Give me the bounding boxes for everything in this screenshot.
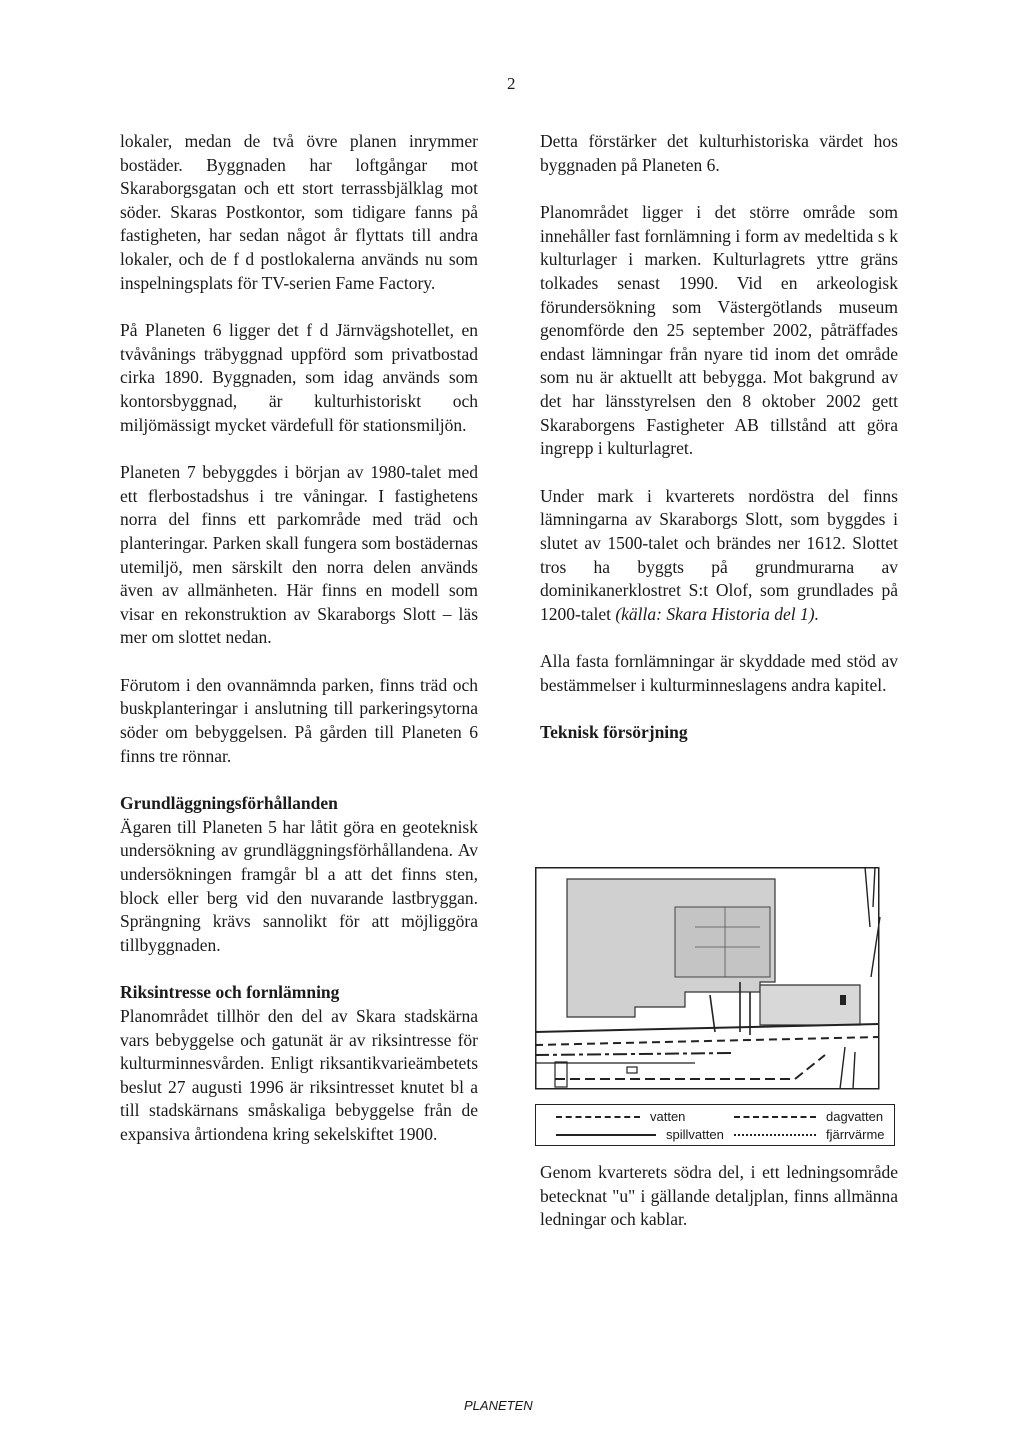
valve-marker: [840, 995, 846, 1005]
paragraph: Alla fasta fornlämningar är skyddade med stöd av bestämmelser i kulturminneslagens andra kapitel.: [540, 651, 898, 695]
vatten-swatch: [556, 1116, 640, 1118]
fjarrvarme-swatch: [734, 1134, 816, 1136]
right-column: [540, 130, 898, 745]
map-legend: [535, 1104, 895, 1146]
utility-map: [535, 867, 895, 1090]
page-number: 2: [507, 74, 516, 93]
legend-label: spillvatten: [666, 1127, 724, 1142]
section-heading: Grundläggningsförhållanden: [120, 793, 338, 814]
paragraph: Planområdet ligger i det större område som innehåller fast fornlämning i form av medeltida s k kulturlager i marken. Kulturlagrets yttre gräns tolkades senast 1990. Vid en arkeologisk förundersökning som Västergötlands museum genomförde den 25 september 2002, påträffades endast lämningar från nyare tid inom det område som nu är aktuellt att bebygga. Mot bakgrund av det har länsstyrelsen den 8 oktober 2002 gett Skaraborgens Fastigheter AB tillstånd att göra ingrepp i kulturlagret.: [540, 202, 898, 459]
source-reference: (källa: Skara Historia del 1).: [615, 603, 819, 624]
paragraph: Planeten 7 bebyggdes i början av 1980-talet med ett flerbostadshus i tre våningar. I fastighetens norra del finns ett parkområde med träd och planteringar. Parken skall fungera som bostädernas utemiljö, men särskilt den norra delen används även av allmänheten. Här finns en modell som visar en rekonstruktion av Skaraborgs Slott – läs mer om slottet nedan.: [120, 462, 478, 648]
dagvatten-swatch: [734, 1116, 816, 1118]
legend-item: [556, 1109, 685, 1124]
map-caption: Genom kvarterets södra del, i ett ledningsområde betecknat "u" i gällande detaljplan, finns allmänna ledningar och kablar.: [540, 1162, 898, 1230]
building-wing: [675, 907, 770, 977]
paragraph: Ägaren till Planeten 5 har låtit göra en geoteknisk undersökning av grundläggningsförhållandena. Av undersökningen framgår bl a att det finns sten, block eller berg vid den nuvarande lastbryggan. Sprängning krävs sannolikt för att möjliggöra tillbyggnaden.: [120, 816, 478, 955]
paragraph: [540, 485, 898, 627]
legend-label: vatten: [650, 1109, 686, 1124]
paragraph-text: Under mark i kvarterets nordöstra del finns lämningarna av Skaraborgs Slott, som byggdes i slutet av 1500-talet och brändes ner 1612. Slottet tros ha byggts på grundmurarna av dominikanerklostret S:t Olof, som grundlades på 1200-talet: [540, 485, 898, 624]
footer: PLANETEN: [464, 1398, 533, 1413]
paragraph: På Planeten 6 ligger det f d Järnvägshotellet, en tvåvånings träbyggnad uppförd som privatbostad cirka 1890. Byggnaden, som idag används som kontorsbyggnad, är kulturhistoriskt och miljömässigt mycket värdefull för stationsmiljön.: [120, 320, 478, 435]
paragraph: Förutom i den ovannämnda parken, finns träd och buskplanteringar i anslutning till parkeringsytorna söder om bebyggelsen. På gården till Planeten 6 finns tre rönnar.: [120, 674, 478, 766]
legend-label: fjärrvärme: [826, 1127, 885, 1142]
spillvatten-swatch: [556, 1134, 656, 1136]
paragraph: lokaler, medan de två övre planen inrymmer bostäder. Byggnaden har loftgångar mot Skaraborgsgatan och ett stort terrassbjälklag mot söder. Skaras Postkontor, som tidigare fanns på fastigheten, har sedan något år flyttats till andra lokaler, och de f d postlokalerna används nu som inspelningsplats för TV-serien Fame Factory.: [120, 131, 478, 293]
section-heading: Riksintresse och fornlämning: [120, 982, 340, 1003]
legend-label: dagvatten: [826, 1109, 884, 1124]
paragraph: Planområdet tillhör den del av Skara stadskärna vars bebyggelse och gatunät är av riksintresse för kulturminnesvården. Enligt riksantikvarieämbetets beslut 27 augusti 1996 är riksintresset knutet bl a till stadskärnans småskaliga bebyggelse från de expansiva årtiondena kring sekelskiftet 1900.: [120, 1006, 478, 1144]
section-heading: Teknisk försörjning: [540, 722, 688, 743]
paragraph: Detta förstärker det kulturhistoriska värdet hos byggnaden på Planeten 6.: [540, 131, 898, 175]
legend-item: [734, 1127, 885, 1142]
legend-item: [556, 1127, 724, 1142]
left-column: [120, 130, 478, 1171]
legend-item: [734, 1109, 883, 1124]
